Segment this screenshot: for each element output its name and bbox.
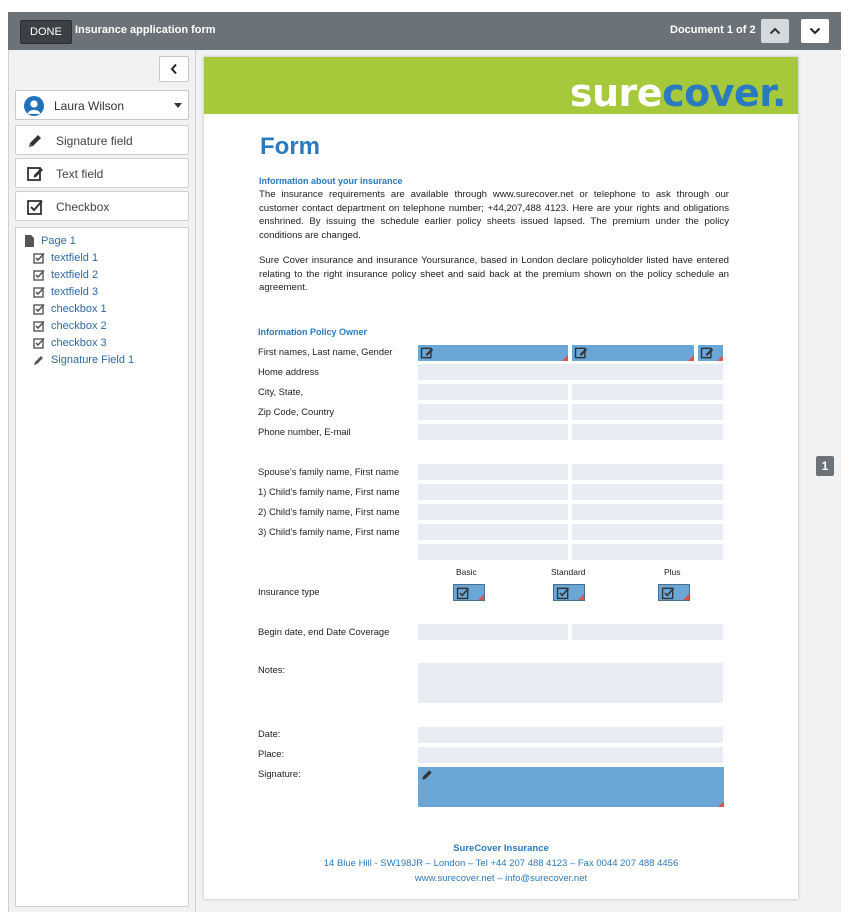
child-1-first-name-field[interactable] [572,484,723,500]
child-2-first-name-field[interactable] [572,504,723,520]
zip-field[interactable] [418,404,568,420]
notes-field[interactable] [418,663,723,703]
tree-item-label: checkbox 1 [51,303,107,315]
user-select[interactable] [15,90,189,120]
tree-item-label: checkbox 2 [51,320,107,332]
tree-item-label: checkbox 3 [51,337,107,349]
home-address-field[interactable] [418,364,723,380]
label-child-2: 2) Child’s family name, First name [258,506,400,517]
extra-first-name-field[interactable] [572,544,723,560]
email-field[interactable] [572,424,723,440]
checkbox-icon [26,198,44,216]
label-home: Home address [258,366,319,377]
child-2-family-name-field[interactable] [418,504,568,520]
label-phone: Phone number, E-mail [258,426,351,437]
document-title: Insurance application form [75,24,216,36]
footer-address: 14 Blue Hill - SW198JR – London – Tel +44 207 488 4123 – Fax 0044 207 488 4456 [323,858,679,869]
tree-item[interactable] [33,301,107,317]
header-banner [204,57,798,114]
text-field-tool-button[interactable] [15,158,189,188]
text-field-icon [26,165,44,183]
checkbox-2[interactable] [553,584,585,601]
next-document-button[interactable] [801,19,829,43]
begin-date-field[interactable] [418,624,568,640]
footer-company: SureCover Insurance [453,843,549,854]
plan-basic-label: Basic [456,567,477,577]
info-heading: Information about your insurance [259,176,403,186]
tree-item[interactable] [33,335,107,351]
extra-family-name-field[interactable] [418,544,568,560]
document-counter: Document 1 of 2 [670,24,756,36]
plan-standard-label: Standard [551,567,586,577]
chevron-left-icon [170,63,178,75]
collapse-sidebar-button[interactable] [159,56,189,82]
checkbox-icon [556,586,570,600]
text-field-icon [700,346,714,360]
label-date: Date: [258,728,281,739]
page-icon [23,235,35,247]
checkbox-1[interactable] [453,584,485,601]
label-insurance-type: Insurance type [258,586,320,597]
label-child-1: 1) Child’s family name, First name [258,486,400,497]
checkbox-icon [456,586,470,600]
user-name: Laura Wilson [54,99,125,113]
tree-item-label: Signature Field 1 [51,354,135,366]
chevron-up-icon [769,27,781,35]
form-title: Form [260,133,320,160]
document-viewer [196,50,841,912]
text-field-tool-label: Text field [56,167,104,181]
checkbox-tool-button[interactable] [15,191,189,221]
caret-down-icon [174,103,182,108]
text-field-icon [420,346,434,360]
plan-plus-label: Plus [664,567,681,577]
field-tree [15,227,189,907]
pen-icon [420,768,434,782]
country-field[interactable] [572,404,723,420]
tree-item-label: textfield 1 [51,252,99,264]
tree-page-item[interactable] [23,233,76,249]
chevron-down-icon [809,27,821,35]
user-avatar-icon [24,96,44,116]
label-dates: Begin date, end Date Coverage [258,626,390,637]
label-city: City, State, [258,386,304,397]
signature-field-tool-button[interactable] [15,125,189,155]
end-date-field[interactable] [572,624,723,640]
checkbox-icon [661,586,675,600]
tree-item[interactable] [33,267,98,283]
textfield-3[interactable] [698,345,723,361]
tree-item[interactable] [33,318,107,334]
pen-icon [26,132,44,150]
info-paragraph-2: Sure Cover insurance and insurance Yoursurance, based in London declare policyholder listed have entered relating to the right insurance policy sheet and said back at the premium shown on the policy schedule an agreement. [259,255,729,293]
checkbox-icon [33,303,45,315]
tree-item[interactable] [33,284,98,300]
text-field-icon [574,346,588,360]
tree-item[interactable] [33,250,98,266]
city-field[interactable] [418,384,568,400]
done-button[interactable]: DONE [20,20,72,44]
info-paragraph-1: The insurance requirements are available through www.surecover.net or telephone to ask through our customer contact department on telephone number; +44,207,488 4123. Here are your rights and obligations enshrined. By issuing the schedule earlier policy sheets issued lapsed. The premium under the policy conditions are changed. [259,189,729,241]
tree-page-label: Page 1 [41,235,76,247]
state-field[interactable] [572,384,723,400]
spouse-first-name-field[interactable] [572,464,723,480]
tree-item-label: textfield 3 [51,286,99,298]
spouse-family-name-field[interactable] [418,464,568,480]
date-field[interactable] [418,727,723,743]
checkbox-tool-label: Checkbox [56,200,110,214]
previous-document-button[interactable] [761,19,789,43]
phone-field[interactable] [418,424,568,440]
checkbox-icon [33,320,45,332]
label-spouse: Spouse’s family name, First name [258,466,400,477]
tree-item[interactable] [33,352,134,368]
signature-field-tool-label: Signature field [56,134,133,148]
top-toolbar [8,12,841,50]
checkbox-icon [33,252,45,264]
tree-item-label: textfield 2 [51,269,99,281]
label-notes: Notes: [258,664,286,675]
label-names: First names, Last name, Gender [258,346,393,357]
surecover-logo: surecover. [569,71,786,115]
pen-icon [33,354,45,366]
child-3-first-name-field[interactable] [572,524,723,540]
checkbox-icon [33,286,45,298]
textfield-1[interactable] [418,345,568,361]
document-page [204,57,798,899]
label-zip: Zip Code, Country [258,406,335,417]
place-field[interactable] [418,747,723,763]
textfield-2[interactable] [572,345,694,361]
owner-heading: Information Policy Owner [258,327,368,337]
label-signature: Signature: [258,768,301,779]
footer-web: www.surecover.net – info@surecover.net [414,873,588,884]
sidebar [8,50,196,912]
label-place: Place: [258,748,285,759]
page-number-badge[interactable]: 1 [816,456,834,476]
child-3-family-name-field[interactable] [418,524,568,540]
child-1-family-name-field[interactable] [418,484,568,500]
signature-field-1[interactable] [418,767,724,807]
checkbox-3[interactable] [658,584,690,601]
checkbox-icon [33,269,45,281]
label-child-3: 3) Child’s family name, First name [258,526,400,537]
checkbox-icon [33,337,45,349]
